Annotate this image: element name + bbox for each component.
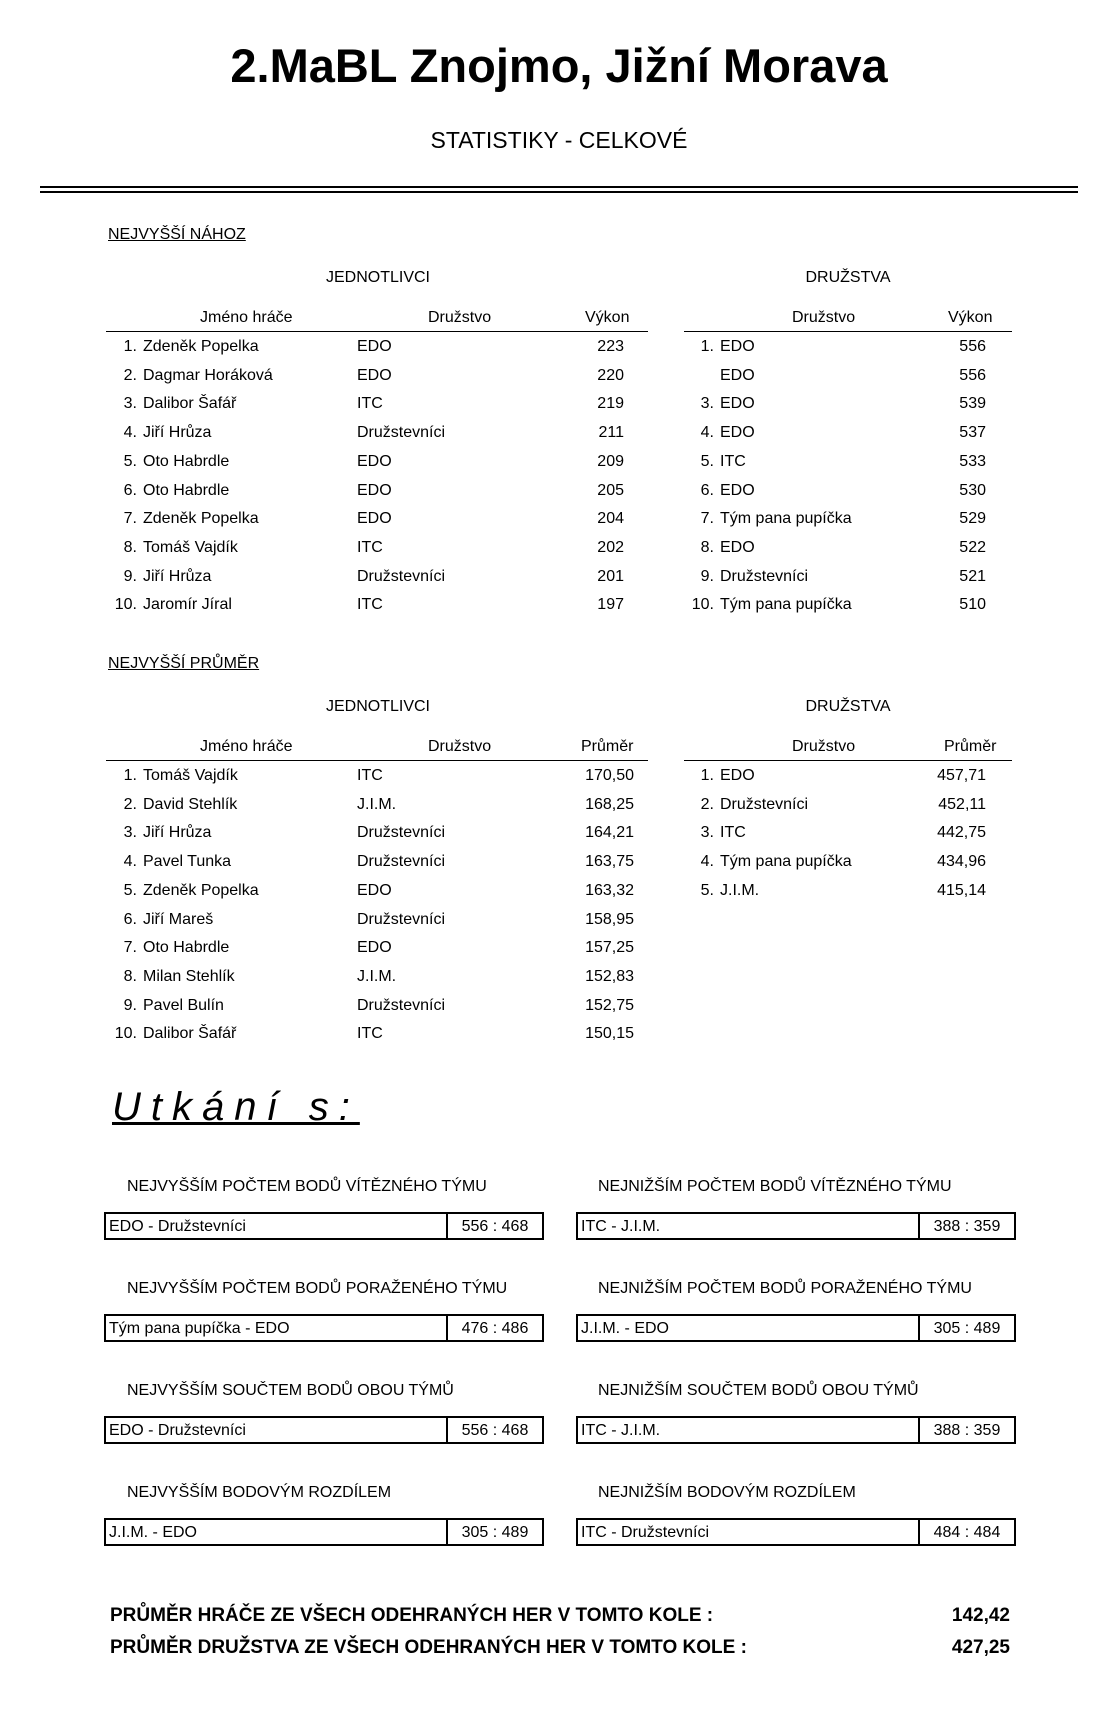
row-value: 163,32 [585, 881, 634, 899]
record-box [104, 1416, 544, 1444]
player-name: Zdeněk Popelka [143, 338, 259, 355]
individuals-heading: JEDNOTLIVCI [325, 269, 430, 286]
player-name: Jiří Hrůza [143, 567, 212, 585]
column-header-player: Jméno hráče [200, 309, 293, 326]
header-divider [40, 186, 1078, 188]
row-value: 205 [597, 481, 624, 499]
row-rank: 4. [123, 853, 137, 871]
team-name: EDO [357, 338, 392, 355]
player-name: Pavel Tunka [143, 853, 232, 871]
row-value: 202 [597, 538, 624, 556]
individuals-heading: JEDNOTLIVCI [325, 698, 430, 715]
row-value: 219 [597, 395, 624, 413]
row-value: 157,25 [585, 939, 634, 957]
team-name: EDO [357, 881, 392, 899]
record-box [104, 1518, 544, 1546]
row-value: 163,75 [585, 853, 634, 871]
table-row [0, 534, 1118, 562]
player-name: David Stehlík [143, 795, 238, 813]
record-teams: J.I.M. - EDO [109, 1524, 197, 1541]
table-header-rule [106, 760, 648, 761]
row-value: 556 [959, 338, 986, 355]
table-row [0, 563, 1118, 591]
team-name: J.I.M. [357, 967, 397, 985]
table-row [0, 333, 1118, 361]
row-rank: 1. [700, 767, 714, 784]
team-name: ITC [357, 596, 383, 614]
row-rank: 8. [123, 967, 137, 985]
record-box [576, 1212, 1016, 1240]
header-divider [40, 191, 1078, 193]
row-value: 223 [597, 338, 624, 355]
row-value: 530 [959, 481, 986, 499]
team-name: Družstevníci [357, 853, 446, 871]
row-rank: 6. [123, 481, 137, 499]
table-row [0, 505, 1118, 533]
team-name: ITC [357, 767, 383, 784]
page-title: 2.MaBL Znojmo, Jižní Morava [230, 39, 888, 92]
record-score: 305 : 489 [446, 1520, 542, 1544]
row-rank: 4. [700, 424, 714, 442]
record-label: NEJNIŽŠÍM BODOVÝM ROZDÍLEM [598, 1484, 856, 1501]
row-value: 164,21 [585, 824, 634, 842]
player-name: Zdeněk Popelka [143, 881, 259, 899]
record-teams: EDO - Družstevníci [109, 1422, 246, 1439]
player-name: Jiří Hrůza [143, 424, 212, 442]
team-name: EDO [720, 366, 755, 384]
team-name: J.I.M. [720, 881, 760, 899]
record-label: NEJNIŽŠÍM POČTEM BODŮ PORAŽENÉHO TÝMU [598, 1280, 972, 1297]
row-value: 170,50 [585, 767, 634, 784]
team-name: J.I.M. [357, 795, 397, 813]
table-row [0, 848, 1118, 876]
column-header-value: Výkon [585, 309, 630, 326]
page-subtitle: STATISTIKY - CELKOVÉ [430, 127, 688, 153]
row-value: 539 [959, 395, 986, 413]
table-row [0, 362, 1118, 390]
team-name: ITC [357, 1025, 383, 1043]
record-box [576, 1314, 1016, 1342]
record-score: 476 : 486 [446, 1316, 542, 1340]
team-name: EDO [357, 510, 392, 528]
row-rank: 8. [700, 538, 714, 556]
team-name: Tým pana pupíčka [720, 510, 852, 528]
row-value: 220 [597, 366, 624, 384]
record-score: 305 : 489 [918, 1316, 1014, 1340]
row-value: 211 [598, 424, 624, 442]
row-value: 434,96 [937, 853, 986, 871]
table-header-rule [684, 331, 1012, 332]
team-name: EDO [720, 767, 755, 784]
team-name: Družstevníci [357, 910, 446, 928]
team-name: ITC [357, 538, 383, 556]
player-name: Pavel Bulín [143, 996, 224, 1014]
record-box [104, 1314, 544, 1342]
row-rank: 2. [123, 795, 137, 813]
table-header-rule [684, 760, 1012, 761]
record-score: 484 : 484 [918, 1520, 1014, 1544]
team-name: EDO [357, 452, 392, 470]
row-value: 537 [959, 424, 986, 442]
row-rank: 10. [691, 596, 714, 614]
row-rank: 2. [123, 366, 137, 384]
record-score: 556 : 468 [446, 1214, 542, 1238]
row-rank: 7. [700, 510, 714, 528]
record-label: NEJVYŠŠÍM POČTEM BODŮ PORAŽENÉHO TÝMU [127, 1280, 508, 1297]
row-rank: 1. [123, 338, 137, 355]
column-header-team: Družstvo [792, 309, 856, 326]
row-value: 529 [959, 510, 986, 528]
record-teams: ITC - Družstevníci [581, 1524, 710, 1541]
row-rank: 9. [700, 567, 714, 585]
row-rank: 9. [123, 996, 137, 1014]
row-rank: 3. [700, 395, 714, 413]
column-header-value: Průměr [944, 738, 997, 755]
record-score: 388 : 359 [918, 1418, 1014, 1442]
row-rank: 3. [123, 824, 137, 842]
record-teams: J.I.M. - EDO [581, 1320, 669, 1337]
row-rank: 1. [700, 338, 714, 355]
row-rank: 5. [123, 452, 137, 470]
row-value: 204 [597, 510, 624, 528]
row-rank: 5. [123, 881, 137, 899]
record-label: NEJNIŽŠÍM POČTEM BODŮ VÍTĚZNÉHO TÝMU [598, 1178, 952, 1195]
team-name: EDO [720, 395, 755, 413]
row-rank: 10. [114, 596, 137, 614]
matches-heading: Utkání s: [112, 1085, 360, 1129]
row-value: 521 [959, 567, 986, 585]
row-rank: 6. [123, 910, 137, 928]
team-name: EDO [720, 481, 755, 499]
row-rank: 3. [123, 395, 137, 413]
table-row [0, 762, 1118, 790]
column-header-team: Družstvo [428, 738, 492, 755]
row-value: 158,95 [585, 910, 634, 928]
player-name: Zdeněk Popelka [143, 510, 259, 528]
team-name: Družstevníci [357, 824, 446, 842]
record-teams: EDO - Družstevníci [109, 1218, 246, 1235]
table-row [0, 477, 1118, 505]
table-row [0, 992, 1118, 1020]
row-value: 168,25 [585, 795, 634, 813]
row-rank: 4. [700, 853, 714, 871]
team-name: ITC [720, 824, 746, 842]
player-name: Oto Habrdle [143, 452, 230, 470]
column-header-team: Družstvo [792, 738, 856, 755]
row-rank: 10. [114, 1025, 137, 1043]
row-rank: 2. [700, 795, 714, 813]
column-header-value: Výkon [948, 309, 993, 326]
table-row [0, 934, 1118, 962]
player-name: Dalibor Šafář [143, 1025, 237, 1043]
record-box [576, 1518, 1016, 1546]
table-row [0, 591, 1118, 619]
table-row [0, 390, 1118, 418]
player-name: Tomáš Vajdík [143, 538, 238, 556]
record-label: NEJVYŠŠÍM BODOVÝM ROZDÍLEM [127, 1484, 392, 1501]
player-average-value: 142,42 [951, 1605, 1010, 1626]
team-name: Družstevníci [720, 567, 809, 585]
team-name: EDO [720, 338, 755, 355]
teams-heading: DRUŽSTVA [805, 269, 891, 286]
row-value: 209 [597, 452, 624, 470]
section-heading-prumer: NEJVYŠŠÍ PRŮMĚR [108, 655, 260, 672]
team-average-value: 427,25 [951, 1637, 1010, 1658]
team-name: Družstevníci [357, 567, 446, 585]
row-rank: 6. [700, 481, 714, 499]
row-value: 152,75 [585, 996, 634, 1014]
player-name: Jaromír Jíral [143, 596, 232, 614]
table-row [0, 791, 1118, 819]
row-rank: 1. [123, 767, 137, 784]
row-rank: 5. [700, 881, 714, 899]
team-name: EDO [357, 481, 392, 499]
table-row [0, 963, 1118, 991]
row-value: 201 [597, 567, 624, 585]
row-rank: 7. [123, 510, 137, 528]
table-row [0, 906, 1118, 934]
team-name: ITC [720, 452, 746, 470]
player-average-label: PRŮMĚR HRÁČE ZE VŠECH ODEHRANÝCH HER V TOMTO KOLE : [110, 1605, 714, 1626]
table-row [0, 419, 1118, 447]
column-header-team: Družstvo [428, 309, 492, 326]
record-label: NEJNIŽŠÍM SOUČTEM BODŮ OBOU TÝMŮ [598, 1382, 919, 1399]
record-label: NEJVYŠŠÍM POČTEM BODŮ VÍTĚZNÉHO TÝMU [127, 1178, 487, 1195]
row-value: 197 [597, 596, 624, 614]
player-name: Oto Habrdle [143, 939, 230, 957]
team-name: EDO [357, 939, 392, 957]
record-score: 556 : 468 [446, 1418, 542, 1442]
team-name: Družstevníci [357, 996, 446, 1014]
record-teams: ITC - J.I.M. [581, 1218, 661, 1235]
record-teams: Tým pana pupíčka - EDO [109, 1320, 290, 1337]
table-row [0, 1020, 1118, 1048]
row-rank: 5. [700, 452, 714, 470]
table-header-rule [106, 331, 648, 332]
row-rank: 7. [123, 939, 137, 957]
team-average-label: PRŮMĚR DRUŽSTVA ZE VŠECH ODEHRANÝCH HER V TOMTO KOLE : [110, 1637, 747, 1658]
row-rank: 8. [123, 538, 137, 556]
team-name: Družstevníci [357, 424, 446, 442]
column-header-player: Jméno hráče [200, 738, 293, 755]
team-name: ITC [357, 395, 383, 413]
team-name: EDO [720, 424, 755, 442]
team-name: EDO [357, 366, 392, 384]
player-name: Oto Habrdle [143, 481, 230, 499]
player-name: Dagmar Horáková [143, 366, 273, 384]
table-row [0, 448, 1118, 476]
row-value: 442,75 [937, 824, 986, 842]
player-name: Tomáš Vajdík [143, 767, 238, 784]
row-rank: 4. [123, 424, 137, 442]
player-name: Jiří Hrůza [143, 824, 212, 842]
row-value: 150,15 [585, 1025, 634, 1043]
player-name: Jiří Mareš [143, 910, 214, 928]
row-value: 556 [959, 366, 986, 384]
row-rank: 9. [123, 567, 137, 585]
player-name: Milan Stehlík [143, 967, 235, 985]
row-value: 522 [959, 538, 986, 556]
row-value: 415,14 [937, 881, 986, 899]
row-value: 452,11 [938, 795, 986, 813]
row-value: 510 [959, 596, 986, 614]
table-row [0, 877, 1118, 905]
team-name: EDO [720, 538, 755, 556]
record-box [576, 1416, 1016, 1444]
section-heading-nahoz: NEJVYŠŠÍ NÁHOZ [108, 226, 246, 243]
team-name: Tým pana pupíčka [720, 853, 852, 871]
record-teams: ITC - J.I.M. [581, 1422, 661, 1439]
column-header-value: Průměr [581, 738, 634, 755]
team-name: Družstevníci [720, 795, 809, 813]
row-value: 457,71 [937, 767, 986, 784]
team-name: Tým pana pupíčka [720, 596, 852, 614]
row-value: 533 [959, 452, 986, 470]
row-rank: 3. [700, 824, 714, 842]
record-label: NEJVYŠŠÍM SOUČTEM BODŮ OBOU TÝMŮ [127, 1382, 454, 1399]
row-value: 152,83 [585, 967, 634, 985]
table-row [0, 819, 1118, 847]
player-name: Dalibor Šafář [143, 395, 237, 413]
teams-heading: DRUŽSTVA [805, 698, 891, 715]
record-score: 388 : 359 [918, 1214, 1014, 1238]
record-box [104, 1212, 544, 1240]
